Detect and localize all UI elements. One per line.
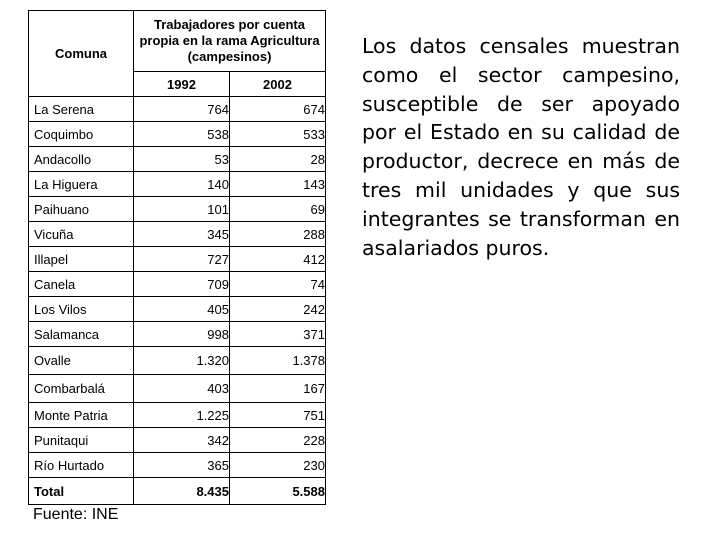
value-2002-cell xyxy=(230,453,326,478)
commentary-paragraph: Los datos censales muestran como el sector campesino, susceptible de ser apoyado por el Estado en su calidad de productor, decrece en más de tres mil unidades y que sus integrantes se transforman en asalariados puros. xyxy=(362,34,680,260)
value-2002-cell xyxy=(230,272,326,297)
value-2002-cell-value: 143 xyxy=(303,176,325,192)
value-2002-cell-value: 412 xyxy=(303,251,325,267)
table-row xyxy=(29,428,326,453)
value-2002-cell-value: 74 xyxy=(310,276,325,292)
value-1992-cell xyxy=(134,97,230,122)
comuna-name-cell: Paihuano xyxy=(29,197,134,222)
value-1992-cell xyxy=(134,375,230,403)
value-2002-cell xyxy=(230,197,326,222)
value-2002-cell xyxy=(230,347,326,375)
comuna-name-cell: Combarbalá xyxy=(29,375,134,403)
value-2002-cell xyxy=(230,322,326,347)
value-2002-cell xyxy=(230,428,326,453)
value-2002-cell xyxy=(230,297,326,322)
value-2002-cell xyxy=(230,375,326,403)
table-total-row xyxy=(29,478,326,505)
comuna-name-cell: Punitaqui xyxy=(29,428,134,453)
value-1992-cell xyxy=(134,272,230,297)
value-1992-cell xyxy=(134,453,230,478)
table-row xyxy=(29,403,326,428)
comuna-name-cell: Río Hurtado xyxy=(29,453,134,478)
table-row xyxy=(29,297,326,322)
table-row xyxy=(29,347,326,375)
value-2002-cell xyxy=(230,122,326,147)
workers-group-header: Trabajadores por cuenta propia en la rama Agricultura (campesinos) xyxy=(134,11,326,72)
value-1992-cell-value: 405 xyxy=(207,301,229,317)
value-2002-cell-value: 371 xyxy=(303,326,325,342)
table-row xyxy=(29,172,326,197)
year-1992-header: 1992 xyxy=(134,72,230,97)
comuna-name-cell: La Serena xyxy=(29,97,134,122)
comuna-name-cell: Total xyxy=(29,478,134,505)
value-2002-cell xyxy=(230,222,326,247)
value-1992-cell-value: 140 xyxy=(207,176,229,192)
value-1992-cell-value: 8.435 xyxy=(196,483,229,499)
value-2002-cell xyxy=(230,247,326,272)
value-1992-cell-value: 998 xyxy=(207,326,229,342)
value-1992-cell-value: 101 xyxy=(207,201,229,217)
comuna-name-cell: Coquimbo xyxy=(29,122,134,147)
value-1992-cell-value: 1.225 xyxy=(196,407,229,423)
comuna-name-cell: Salamanca xyxy=(29,322,134,347)
table-row xyxy=(29,97,326,122)
value-1992-cell xyxy=(134,428,230,453)
value-1992-cell xyxy=(134,403,230,428)
value-2002-cell xyxy=(230,147,326,172)
value-1992-cell xyxy=(134,347,230,375)
census-table xyxy=(28,10,326,505)
value-2002-cell-value: 228 xyxy=(303,432,325,448)
value-1992-cell-value: 342 xyxy=(207,432,229,448)
value-2002-cell-value: 674 xyxy=(303,101,325,117)
source-note: Fuente: INE xyxy=(33,506,119,523)
comuna-name-cell: Monte Patria xyxy=(29,403,134,428)
value-1992-cell-value: 345 xyxy=(207,226,229,242)
table-row xyxy=(29,222,326,247)
value-1992-cell xyxy=(134,247,230,272)
table-row xyxy=(29,197,326,222)
comuna-column-header: Comuna xyxy=(29,11,134,97)
comuna-name-cell: Canela xyxy=(29,272,134,297)
table-row xyxy=(29,272,326,297)
value-1992-cell-value: 1.320 xyxy=(196,353,229,368)
value-1992-cell xyxy=(134,297,230,322)
value-2002-cell-value: 288 xyxy=(303,226,325,242)
value-2002-cell-value: 751 xyxy=(303,407,325,423)
table-row xyxy=(29,122,326,147)
comuna-name-cell: Andacollo xyxy=(29,147,134,172)
comuna-name-cell: Vicuña xyxy=(29,222,134,247)
value-2002-cell-value: 533 xyxy=(303,126,325,142)
table-row xyxy=(29,147,326,172)
value-2002-cell-value: 69 xyxy=(310,201,325,217)
comuna-name-cell: Illapel xyxy=(29,247,134,272)
value-1992-cell xyxy=(134,322,230,347)
value-1992-cell-value: 727 xyxy=(207,251,229,267)
value-1992-cell-value: 764 xyxy=(207,101,229,117)
value-1992-cell xyxy=(134,147,230,172)
value-1992-cell xyxy=(134,197,230,222)
value-2002-cell xyxy=(230,403,326,428)
value-1992-cell-value: 538 xyxy=(207,126,229,142)
table-row xyxy=(29,322,326,347)
value-2002-cell-value: 28 xyxy=(310,151,325,167)
table-body xyxy=(29,97,326,505)
comuna-name-cell: La Higuera xyxy=(29,172,134,197)
table-row xyxy=(29,375,326,403)
table-row xyxy=(29,453,326,478)
value-1992-cell-value: 365 xyxy=(207,457,229,473)
value-1992-cell-value: 53 xyxy=(214,151,229,167)
value-2002-cell xyxy=(230,478,326,505)
value-2002-cell-value: 230 xyxy=(303,457,325,473)
year-2002-header: 2002 xyxy=(230,72,326,97)
value-2002-cell-value: 242 xyxy=(303,301,325,317)
value-2002-cell xyxy=(230,97,326,122)
value-2002-cell-value: 1.378 xyxy=(292,353,325,368)
value-1992-cell xyxy=(134,122,230,147)
value-1992-cell xyxy=(134,172,230,197)
comuna-name-cell: Los Vilos xyxy=(29,297,134,322)
value-1992-cell-value: 403 xyxy=(207,381,229,396)
value-2002-cell xyxy=(230,172,326,197)
value-2002-cell-value: 167 xyxy=(303,381,325,396)
value-1992-cell xyxy=(134,222,230,247)
value-1992-cell xyxy=(134,478,230,505)
value-2002-cell-value: 5.588 xyxy=(292,483,325,499)
table-row xyxy=(29,247,326,272)
comuna-name-cell: Ovalle xyxy=(29,347,134,375)
value-1992-cell-value: 709 xyxy=(207,276,229,292)
